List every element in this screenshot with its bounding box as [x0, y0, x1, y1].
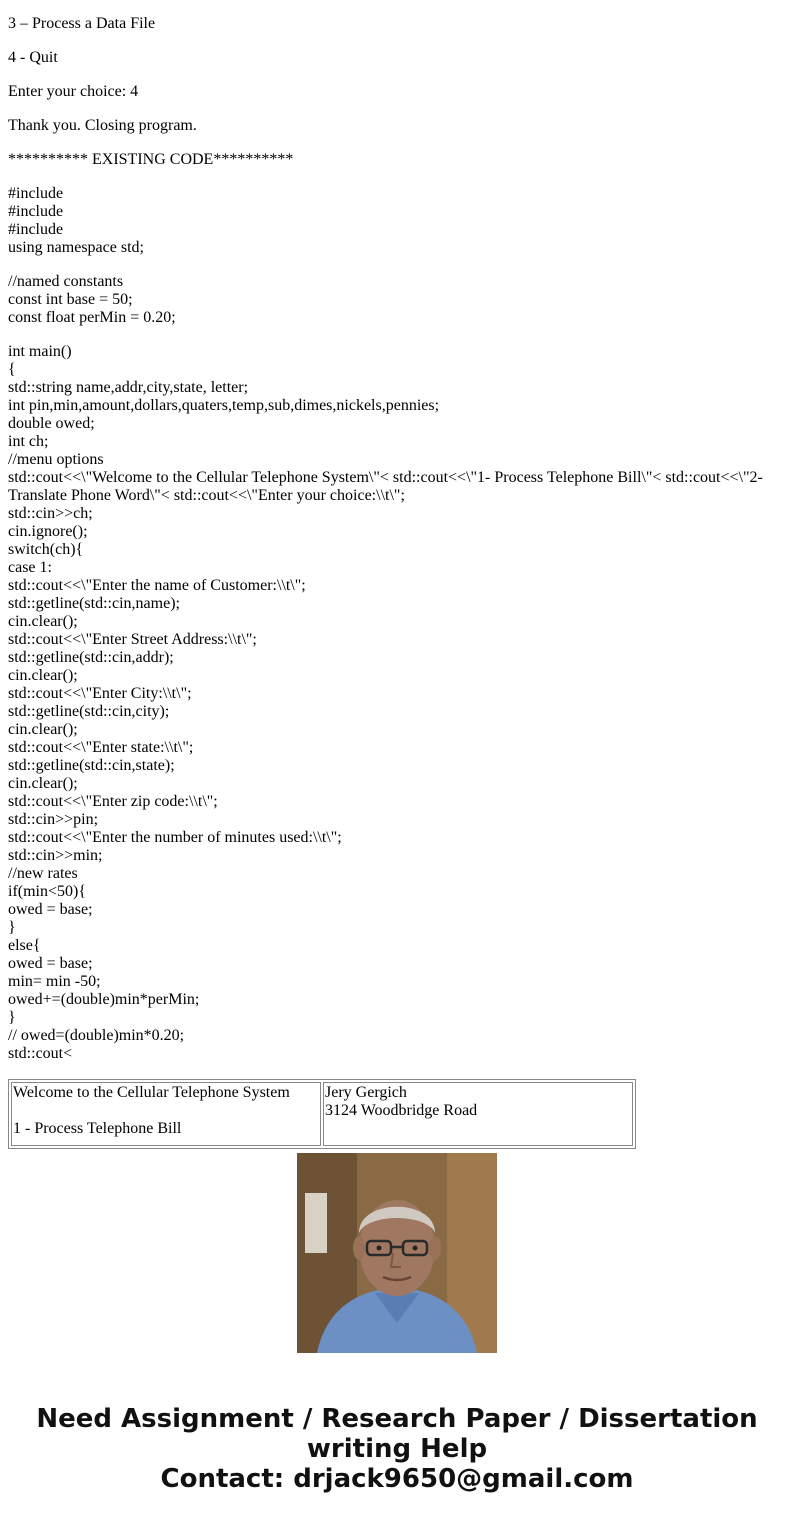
output-right-cell: [323, 1082, 633, 1146]
code-line: {: [8, 361, 16, 378]
code-block-main: [8, 343, 786, 1063]
code-line: owed+=(double)min*perMin;: [8, 991, 200, 1008]
code-line: std::cout<<\"Welcome to the Cellular Telephone System\"< std::cout<<\"1- Process Telephone Bill\"< std::cout<<\"2-Translate Phone Word\"< std::cout<<\"Enter your choice:\\t\";: [8, 469, 763, 504]
code-line: switch(ch){: [8, 541, 84, 558]
code-line: const float perMin = 0.20;: [8, 309, 176, 326]
code-line: //menu options: [8, 451, 104, 468]
code-line: std::cin>>ch;: [8, 505, 93, 522]
sample-output-table: [8, 1079, 636, 1149]
code-block-includes: [8, 185, 786, 257]
code-line: std::cout<<\"Enter the number of minutes used:\\t\";: [8, 829, 342, 846]
code-line: // owed=(double)min*0.20;: [8, 1027, 185, 1044]
code-line: #include: [8, 221, 64, 238]
banner-contact: Contact: drjack9650@gmail.com: [160, 1464, 634, 1494]
code-line: double owed;: [8, 415, 95, 432]
output-line: Jery Gergich: [325, 1084, 407, 1101]
menu-item-3: 3 – Process a Data File: [8, 15, 156, 32]
code-line: cin.ignore();: [8, 523, 88, 540]
banner-line: writing Help: [306, 1434, 488, 1464]
code-line: std::cout<<\"Enter Street Address:\\t\";: [8, 631, 257, 648]
existing-code-heading: ********** EXISTING CODE**********: [8, 151, 294, 168]
code-line: std::cin>>pin;: [8, 811, 99, 828]
code-line: #include: [8, 185, 64, 202]
code-line: owed = base;: [8, 901, 93, 918]
code-line: std::string name,addr,city,state, letter;: [8, 379, 249, 396]
menu-item-4: 4 - Quit: [8, 49, 58, 66]
portrait-image: [297, 1153, 497, 1353]
code-line: using namespace std;: [8, 239, 144, 256]
code-line: std::getline(std::cin,addr);: [8, 649, 174, 666]
closing-message: Thank you. Closing program.: [8, 117, 197, 134]
code-line: int ch;: [8, 433, 49, 450]
code-line: std::cout<<\"Enter state:\\t\";: [8, 739, 194, 756]
code-line: const int base = 50;: [8, 291, 133, 308]
code-line: std::getline(std::cin,city);: [8, 703, 170, 720]
code-line: owed = base;: [8, 955, 93, 972]
code-line: cin.clear();: [8, 775, 78, 792]
table-row: [11, 1082, 633, 1146]
code-line: if(min<50){: [8, 883, 87, 900]
code-line: std::getline(std::cin,state);: [8, 757, 175, 774]
output-line: 1 - Process Telephone Bill: [13, 1120, 182, 1137]
code-block-constants: [8, 273, 786, 327]
code-line: #include: [8, 203, 64, 220]
output-left-cell: [11, 1082, 321, 1146]
code-line: int main(): [8, 343, 72, 360]
code-line: min= min -50;: [8, 973, 101, 990]
code-line: std::cout<<\"Enter zip code:\\t\";: [8, 793, 218, 810]
code-line: std::cout<: [8, 1045, 73, 1062]
code-line: //new rates: [8, 865, 78, 882]
code-line: }: [8, 1009, 16, 1026]
code-line: int pin,min,amount,dollars,quaters,temp,sub,dimes,nickels,pennies;: [8, 397, 440, 414]
author-photo: [297, 1153, 497, 1353]
choice-prompt: Enter your choice: 4: [8, 83, 139, 100]
output-line: 3124 Woodbridge Road: [325, 1102, 478, 1119]
output-line: Welcome to the Cellular Telephone System: [13, 1084, 290, 1101]
code-line: cin.clear();: [8, 721, 78, 738]
code-line: case 1:: [8, 559, 52, 576]
code-line: std::cout<<\"Enter City:\\t\";: [8, 685, 192, 702]
code-line: }: [8, 919, 16, 936]
code-line: else{: [8, 937, 41, 954]
code-line: std::getline(std::cin,name);: [8, 595, 180, 612]
promo-banner: [0, 1404, 794, 1494]
code-line: std::cout<<\"Enter the name of Customer:\\t\";: [8, 577, 306, 594]
code-line: //named constants: [8, 273, 124, 290]
code-line: cin.clear();: [8, 613, 78, 630]
output-line: [13, 1102, 319, 1120]
code-line: cin.clear();: [8, 667, 78, 684]
banner-line: Need Assignment / Research Paper / Dissertation: [36, 1404, 758, 1434]
code-line: std::cin>>min;: [8, 847, 103, 864]
